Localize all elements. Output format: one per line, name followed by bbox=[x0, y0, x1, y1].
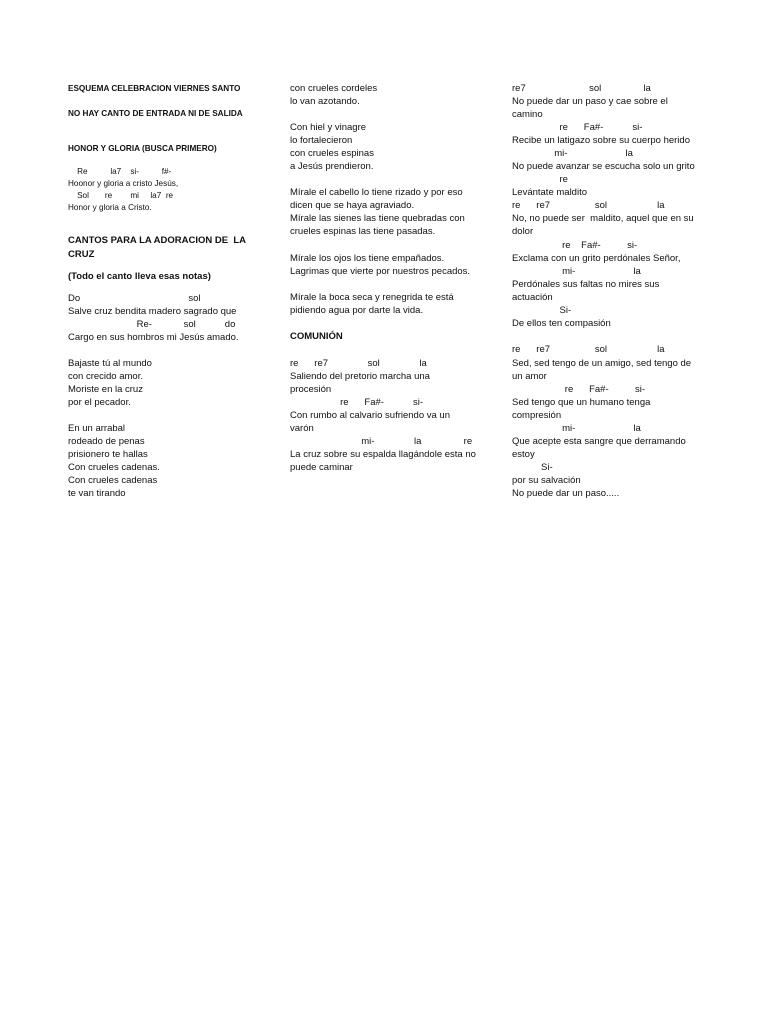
lyric-line: pidiendo agua por darte la vida. bbox=[290, 305, 424, 316]
lyric-line: Exclama con un grito perdónales Señor, bbox=[512, 253, 681, 264]
lyric-line: estoy bbox=[512, 449, 535, 460]
lyric-line: con crueles espinas bbox=[290, 148, 374, 159]
lyric-line: un amor bbox=[512, 371, 547, 382]
lyric-line: a Jesús prendieron. bbox=[290, 161, 374, 172]
lyric-line: Sed, sed tengo de un amigo, sed tengo de bbox=[512, 358, 692, 369]
adoracion-heading: CANTOS PARA LA ADORACION DE LA bbox=[68, 235, 247, 246]
lyric-line: No, no puede ser maldito, aquel que en su bbox=[512, 213, 694, 224]
lyric-line: Con rumbo al calvario sufriendo va un bbox=[290, 410, 451, 421]
lyric-line: De ellos ten compasión bbox=[512, 318, 611, 329]
lyric-line: actuación bbox=[512, 292, 553, 303]
chord-line: Re- sol do bbox=[68, 319, 236, 330]
lyric-line: rodeado de penas bbox=[68, 436, 145, 447]
lyric-line: prisionero te hallas bbox=[68, 449, 148, 460]
lyric-line: Cargo en sus hombros mi Jesús amado. bbox=[68, 332, 239, 343]
chord-line: Re la7 si- f#- bbox=[68, 167, 172, 176]
lyric-line: Honor y gloria a Cristo. bbox=[68, 203, 152, 212]
chord-line: re7 sol la bbox=[512, 83, 651, 94]
chord-line: Sol re mi la7 re bbox=[68, 191, 174, 200]
lyric-line: con crecido amor. bbox=[68, 371, 143, 382]
chord-line: Si- bbox=[512, 462, 553, 473]
no-entry-song-note: NO HAY CANTO DE ENTRADA NI DE SALIDA bbox=[68, 109, 243, 118]
chord-line: mi- la bbox=[512, 148, 633, 159]
lyric-line: No puede dar un paso y cae sobre el bbox=[512, 96, 668, 107]
lyric-line: dicen que se haya agraviado. bbox=[290, 200, 415, 211]
lyric-line: Mírale los ojos los tiene empañados. bbox=[290, 253, 445, 264]
lyric-line: Con crueles cadenas bbox=[68, 475, 158, 486]
lyric-line: Bajaste tú al mundo bbox=[68, 358, 152, 369]
lyric-line: Salve cruz bendita madero sagrado que bbox=[68, 306, 237, 317]
chord-line: Do sol bbox=[68, 293, 201, 304]
lyric-line: Sed tengo que un humano tenga bbox=[512, 397, 651, 408]
chord-line: re bbox=[512, 174, 568, 185]
chord-line: re re7 sol la bbox=[512, 200, 665, 211]
lyric-line: Recibe un latigazo sobre su cuerpo herido bbox=[512, 135, 690, 146]
lyric-line: En un arrabal bbox=[68, 423, 126, 434]
comunion-heading: COMUNIÓN bbox=[290, 331, 343, 342]
lyric-line: con crueles cordeles bbox=[290, 83, 378, 94]
lyric-line: Con crueles cadenas. bbox=[68, 462, 160, 473]
lyric-line: varón bbox=[290, 423, 314, 434]
lyric-line: por el pecador. bbox=[68, 397, 131, 408]
adoracion-heading-cont: CRUZ bbox=[68, 249, 95, 260]
chord-line: mi- la re bbox=[290, 436, 473, 447]
lyric-line: procesión bbox=[290, 384, 332, 395]
song-note: (Todo el canto lleva esas notas) bbox=[68, 271, 211, 282]
lyric-line: puede caminar bbox=[290, 462, 353, 473]
chord-line: mi- la bbox=[512, 266, 641, 277]
lyric-line: dolor bbox=[512, 226, 534, 237]
lyric-line: lo van azotando. bbox=[290, 96, 360, 107]
lyric-line: Mírale la boca seca y renegrida te está bbox=[290, 292, 454, 303]
lyric-line: Mírale el cabello lo tiene rizado y por eso bbox=[290, 187, 463, 198]
lyric-line: Mírale las sienes las tiene quebradas con bbox=[290, 213, 465, 224]
chord-line: re Fa#- si- bbox=[512, 384, 646, 395]
lyric-line: lo fortalecieron bbox=[290, 135, 353, 146]
chord-line: mi- la bbox=[512, 423, 641, 434]
chord-line: re Fa#- si- bbox=[512, 240, 638, 251]
lyric-line: Lagrimas que vierte por nuestros pecados. bbox=[290, 266, 471, 277]
lyric-line: Saliendo del pretorio marcha una bbox=[290, 371, 430, 382]
chord-line: re Fa#- si- bbox=[512, 122, 643, 133]
lyric-line: te van tirando bbox=[68, 488, 126, 499]
lyric-line: compresión bbox=[512, 410, 562, 421]
lyric-line: crueles espinas las tiene pasadas. bbox=[290, 226, 436, 237]
chord-line: re re7 sol la bbox=[290, 358, 427, 369]
lyric-line: No puede avanzar se escucha solo un grito bbox=[512, 161, 695, 172]
chord-line: re Fa#- si- bbox=[290, 397, 424, 408]
lyric-line: No puede dar un paso..... bbox=[512, 488, 620, 499]
lyric-line: camino bbox=[512, 109, 543, 120]
chord-line: Si- bbox=[512, 305, 572, 316]
lyric-line: Moriste en la cruz bbox=[68, 384, 143, 395]
lyric-line: por su salvación bbox=[512, 475, 581, 486]
chord-line: re re7 sol la bbox=[512, 344, 665, 355]
lyric-line: Con hiel y vinagre bbox=[290, 122, 367, 133]
lyric-line: La cruz sobre su espalda llagándole esta no bbox=[290, 449, 476, 460]
lyric-line: Perdónales sus faltas no mires sus bbox=[512, 279, 660, 290]
document-title: ESQUEMA CELEBRACION VIERNES SANTO bbox=[68, 84, 241, 93]
lyric-line: Levántate maldito bbox=[512, 187, 587, 198]
lyric-line: Que acepte esta sangre que derramando bbox=[512, 436, 686, 447]
lyric-line: Hoonor y gloria a cristo Jesús, bbox=[68, 179, 179, 188]
honor-gloria-heading: HONOR Y GLORIA (BUSCA PRIMERO) bbox=[68, 144, 217, 153]
